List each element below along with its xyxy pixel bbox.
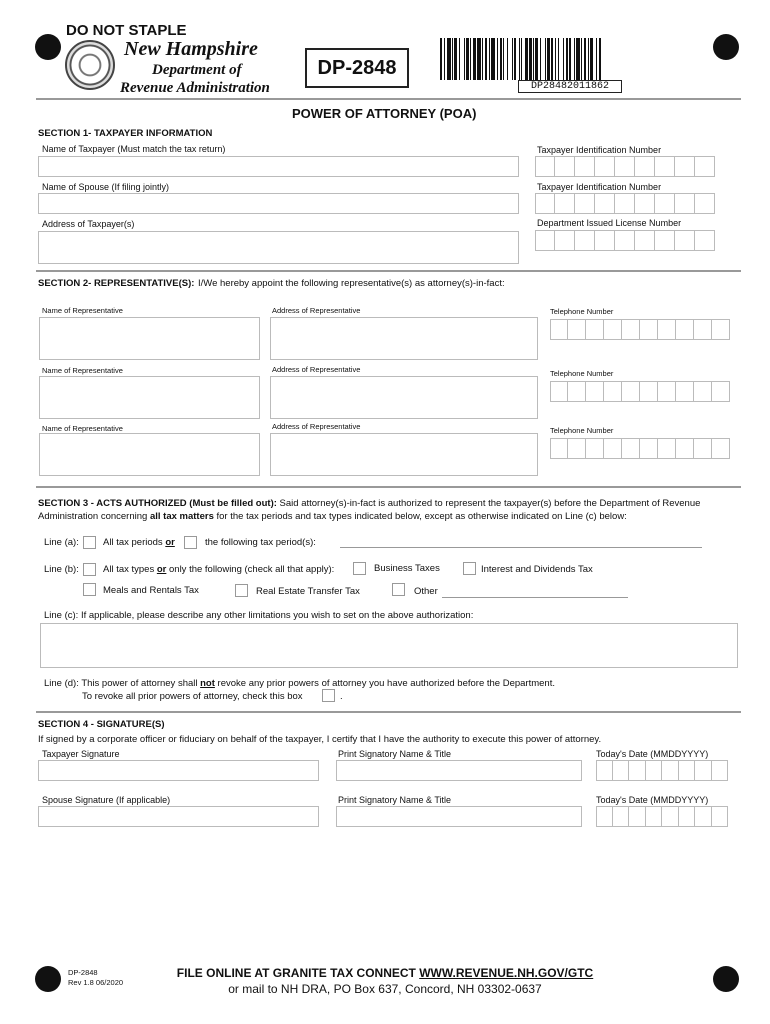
all-periods-text: All tax periods — [103, 537, 166, 548]
interest-dividends-checkbox[interactable] — [463, 562, 476, 575]
all-types-checkbox[interactable] — [83, 563, 96, 576]
entry-cell[interactable] — [676, 438, 694, 459]
section3-title: SECTION 3 - ACTS AUTHORIZED (Must be filled out): — [38, 498, 277, 509]
section3-divider — [36, 711, 741, 713]
real-estate-label: Real Estate Transfer Tax — [256, 586, 360, 597]
entry-cell[interactable] — [535, 193, 555, 214]
entry-cell[interactable] — [695, 806, 712, 827]
entry-cell[interactable] — [568, 438, 586, 459]
real-estate-checkbox[interactable] — [235, 584, 248, 597]
address-label: Address of Taxpayer(s) — [42, 219, 135, 229]
rep1-name-label: Name of Representative — [42, 306, 123, 315]
rep3-phone-label: Telephone Number — [550, 426, 614, 435]
entry-cell[interactable] — [575, 156, 595, 177]
entry-cell[interactable] — [555, 156, 575, 177]
rep1-phone-label: Telephone Number — [550, 307, 614, 316]
taxpayer-tin-label: Taxpayer Identification Number — [537, 145, 662, 155]
rep1-phone-field[interactable] — [550, 319, 730, 340]
form-title: POWER OF ATTORNEY (POA) — [292, 106, 477, 121]
line-d-text1 — [44, 678, 555, 689]
rep2-name-field[interactable] — [39, 376, 260, 419]
entry-cell[interactable] — [586, 381, 604, 402]
entry-cell[interactable] — [586, 438, 604, 459]
barcode-space — [601, 38, 602, 80]
all-periods-label — [103, 537, 175, 548]
header-rule — [36, 98, 741, 100]
registration-mark-top-left — [35, 34, 61, 60]
entry-cell[interactable] — [615, 230, 635, 251]
section3-intro-b2: all tax matters — [149, 511, 214, 522]
todays-date-field[interactable] — [596, 760, 728, 781]
section1-title: SECTION 1- TAXPAYER INFORMATION — [38, 128, 213, 139]
entry-cell[interactable] — [694, 319, 712, 340]
taxpayer-signature-label: Taxpayer Signature — [42, 749, 120, 759]
entry-cell[interactable] — [596, 760, 613, 781]
section4-intro: If signed by a corporate officer or fiduciary on behalf of the taxpayer, I certify that I have the authority to execute this power of attorney. — [38, 734, 602, 745]
entry-cell[interactable] — [695, 193, 715, 214]
entry-cell[interactable] — [550, 381, 568, 402]
footer-mail: or mail to NH DRA, PO Box 637, Concord, NH 03302-0637 — [228, 982, 542, 996]
rep3-name-field[interactable] — [39, 433, 260, 476]
print-name-field-2[interactable] — [336, 806, 582, 827]
entry-cell[interactable] — [676, 319, 694, 340]
revenue-link[interactable]: WWW.REVENUE.NH.GOV/GTC — [419, 966, 594, 980]
print-name-label-2: Print Signatory Name & Title — [338, 795, 452, 805]
rep1-address-field[interactable] — [270, 317, 538, 360]
entry-cell[interactable] — [622, 381, 640, 402]
entry-cell[interactable] — [615, 156, 635, 177]
section2-divider — [36, 486, 741, 488]
todays-date-label: Today's Date (MMDDYYYY) — [596, 749, 709, 759]
line-d-part3: revoke any prior powers of attorney you have authorized before the Department. — [214, 678, 555, 689]
entry-cell[interactable] — [655, 230, 675, 251]
entry-cell[interactable] — [694, 438, 712, 459]
entry-cell[interactable] — [595, 193, 615, 214]
revoke-prior-checkbox[interactable] — [322, 689, 335, 702]
line-a-label: Line (a): — [44, 537, 79, 548]
entry-cell[interactable] — [575, 230, 595, 251]
entry-cell[interactable] — [640, 381, 658, 402]
address-field[interactable] — [38, 231, 519, 264]
entry-cell[interactable] — [535, 156, 555, 177]
taxpayer-name-field[interactable] — [38, 156, 519, 177]
barcode-text-box — [518, 80, 622, 93]
spouse-name-field[interactable] — [38, 193, 519, 214]
entry-cell[interactable] — [675, 156, 695, 177]
entry-cell[interactable] — [568, 381, 586, 402]
spouse-signature-field[interactable] — [38, 806, 319, 827]
entry-cell[interactable] — [575, 193, 595, 214]
registration-mark-top-right — [713, 34, 739, 60]
taxpayer-signature-field[interactable] — [38, 760, 319, 781]
taxpayer-tin-field[interactable] — [535, 156, 715, 177]
entry-cell[interactable] — [586, 319, 604, 340]
other-tax-field[interactable] — [442, 597, 628, 598]
barcode-text: DP28482011862 — [530, 81, 609, 92]
or-word-a: or — [165, 537, 175, 548]
entry-cell[interactable] — [658, 438, 676, 459]
section2-intro: I/We hereby appoint the following representative(s) as attorney(s)-in-fact: — [198, 278, 505, 289]
entry-cell[interactable] — [675, 193, 695, 214]
entry-cell[interactable] — [646, 760, 663, 781]
entry-cell[interactable] — [613, 760, 630, 781]
all-types-text: All tax types — [103, 564, 157, 575]
entry-cell[interactable] — [604, 438, 622, 459]
entry-cell[interactable] — [658, 319, 676, 340]
business-taxes-label: Business Taxes — [374, 563, 440, 574]
line-c-label: Line (c): If applicable, please describe any other limitations you wish to set on the above authorization: — [44, 610, 474, 621]
rep3-address-label: Address of Representative — [272, 422, 361, 431]
entry-cell[interactable] — [555, 193, 575, 214]
entry-cell[interactable] — [629, 760, 646, 781]
tax-periods-field[interactable] — [340, 547, 702, 548]
line-b-label: Line (b): — [44, 564, 79, 575]
form-number: DP-2848 — [317, 56, 397, 79]
entry-cell[interactable] — [635, 156, 655, 177]
other-checkbox[interactable] — [392, 583, 405, 596]
entry-cell[interactable] — [622, 438, 640, 459]
entry-cell[interactable] — [676, 381, 694, 402]
section4-title: SECTION 4 - SIGNATURE(S) — [38, 719, 165, 730]
entry-cell[interactable] — [596, 806, 613, 827]
spouse-tin-field[interactable] — [535, 193, 715, 214]
print-name-field[interactable] — [336, 760, 582, 781]
entry-cell[interactable] — [595, 156, 615, 177]
entry-cell[interactable] — [712, 760, 729, 781]
section2-title: SECTION 2- REPRESENTATIVE(S): — [38, 278, 195, 289]
barcode-icon — [440, 38, 702, 80]
section1-divider — [36, 270, 741, 272]
footer-online — [0, 966, 770, 980]
entry-cell[interactable] — [662, 760, 679, 781]
entry-cell[interactable] — [695, 230, 715, 251]
taxpayer-name-label: Name of Taxpayer (Must match the tax return) — [42, 144, 226, 154]
other-label: Other — [414, 586, 438, 597]
entry-cell[interactable] — [679, 806, 696, 827]
entry-cell[interactable] — [635, 230, 655, 251]
rep3-address-field[interactable] — [270, 433, 538, 476]
entry-cell[interactable] — [635, 193, 655, 214]
spouse-signature-label: Spouse Signature (If applicable) — [42, 795, 171, 805]
interest-dividends-label: Interest and Dividends Tax — [481, 564, 593, 575]
rep2-phone-label: Telephone Number — [550, 369, 614, 378]
state-seal-icon — [65, 40, 115, 90]
section3-intro — [38, 497, 738, 523]
all-types-label — [103, 564, 334, 575]
entry-cell[interactable] — [604, 381, 622, 402]
entry-cell[interactable] — [679, 760, 696, 781]
rep2-phone-field[interactable] — [550, 381, 730, 402]
entry-cell[interactable] — [695, 156, 715, 177]
entry-cell[interactable] — [712, 319, 730, 340]
form-number-box — [305, 48, 409, 88]
entry-cell[interactable] — [595, 230, 615, 251]
spouse-tin-label: Taxpayer Identification Number — [537, 182, 662, 192]
following-periods-checkbox[interactable] — [184, 536, 197, 549]
entry-cell[interactable] — [622, 319, 640, 340]
footer-form-number: DP-2848 — [68, 968, 98, 977]
line-d-text2: To revoke all prior powers of attorney, check this box — [82, 691, 303, 702]
entry-cell[interactable] — [655, 156, 675, 177]
footer-online-text: FILE ONLINE AT GRANITE TAX CONNECT — [176, 966, 420, 980]
entry-cell[interactable] — [655, 193, 675, 214]
license-number-field[interactable] — [535, 230, 715, 251]
do-not-staple: DO NOT STAPLE — [66, 22, 187, 39]
or-word-b: or — [156, 564, 167, 575]
rep3-phone-field[interactable] — [550, 438, 730, 459]
line-d-period: . — [340, 691, 343, 702]
not-word: not — [200, 678, 215, 689]
entry-cell[interactable] — [615, 193, 635, 214]
all-periods-checkbox[interactable] — [83, 536, 96, 549]
rep2-address-label: Address of Representative — [272, 365, 361, 374]
entry-cell[interactable] — [712, 438, 730, 459]
entry-cell[interactable] — [604, 319, 622, 340]
business-taxes-checkbox[interactable] — [353, 562, 366, 575]
only-following-text: only the following (check all that apply): — [166, 564, 335, 575]
meals-rentals-checkbox[interactable] — [83, 583, 96, 596]
entry-cell[interactable] — [712, 381, 730, 402]
spouse-name-label: Name of Spouse (If filing jointly) — [42, 182, 170, 192]
rep2-name-label: Name of Representative — [42, 366, 123, 375]
section3-intro-b3: for the tax periods and tax types indicated below, except as otherwise indicated on Line (c) below: — [213, 511, 627, 522]
todays-date-label-2: Today's Date (MMDDYYYY) — [596, 795, 709, 805]
entry-cell[interactable] — [550, 319, 568, 340]
rep2-address-field[interactable] — [270, 376, 538, 419]
entry-cell[interactable] — [555, 230, 575, 251]
print-name-label: Print Signatory Name & Title — [338, 749, 452, 759]
line-d-part1: Line (d): This power of attorney shall — [44, 678, 201, 689]
footer-revision: Rev 1.8 06/2020 — [68, 978, 124, 987]
license-label: Department Issued License Number — [537, 218, 682, 228]
entry-cell[interactable] — [613, 806, 630, 827]
entry-cell[interactable] — [640, 319, 658, 340]
department-line2: Revenue Administration — [120, 80, 270, 96]
department-line1: Department of — [152, 62, 242, 78]
entry-cell[interactable] — [646, 806, 663, 827]
state-name: New Hampshire — [124, 38, 258, 60]
entry-cell[interactable] — [658, 381, 676, 402]
section3-intro-a: Said attorney(s)-in-fact is authorized to represent the taxpayer(s) before the Department of Revenue — [279, 498, 701, 509]
rep1-address-label: Address of Representative — [272, 306, 361, 315]
limitations-field[interactable] — [40, 623, 738, 668]
rep1-name-field[interactable] — [39, 317, 260, 360]
entry-cell[interactable] — [550, 438, 568, 459]
entry-cell[interactable] — [694, 381, 712, 402]
entry-cell[interactable] — [662, 806, 679, 827]
entry-cell[interactable] — [675, 230, 695, 251]
section3-intro-b1: Administration concerning — [38, 511, 150, 522]
entry-cell[interactable] — [640, 438, 658, 459]
following-periods-label: the following tax period(s): — [205, 537, 316, 548]
entry-cell[interactable] — [629, 806, 646, 827]
entry-cell[interactable] — [695, 760, 712, 781]
entry-cell[interactable] — [535, 230, 555, 251]
entry-cell[interactable] — [568, 319, 586, 340]
meals-rentals-label: Meals and Rentals Tax — [103, 585, 199, 596]
entry-cell[interactable] — [712, 806, 729, 827]
rep3-name-label: Name of Representative — [42, 424, 123, 433]
todays-date-field-2[interactable] — [596, 806, 728, 827]
